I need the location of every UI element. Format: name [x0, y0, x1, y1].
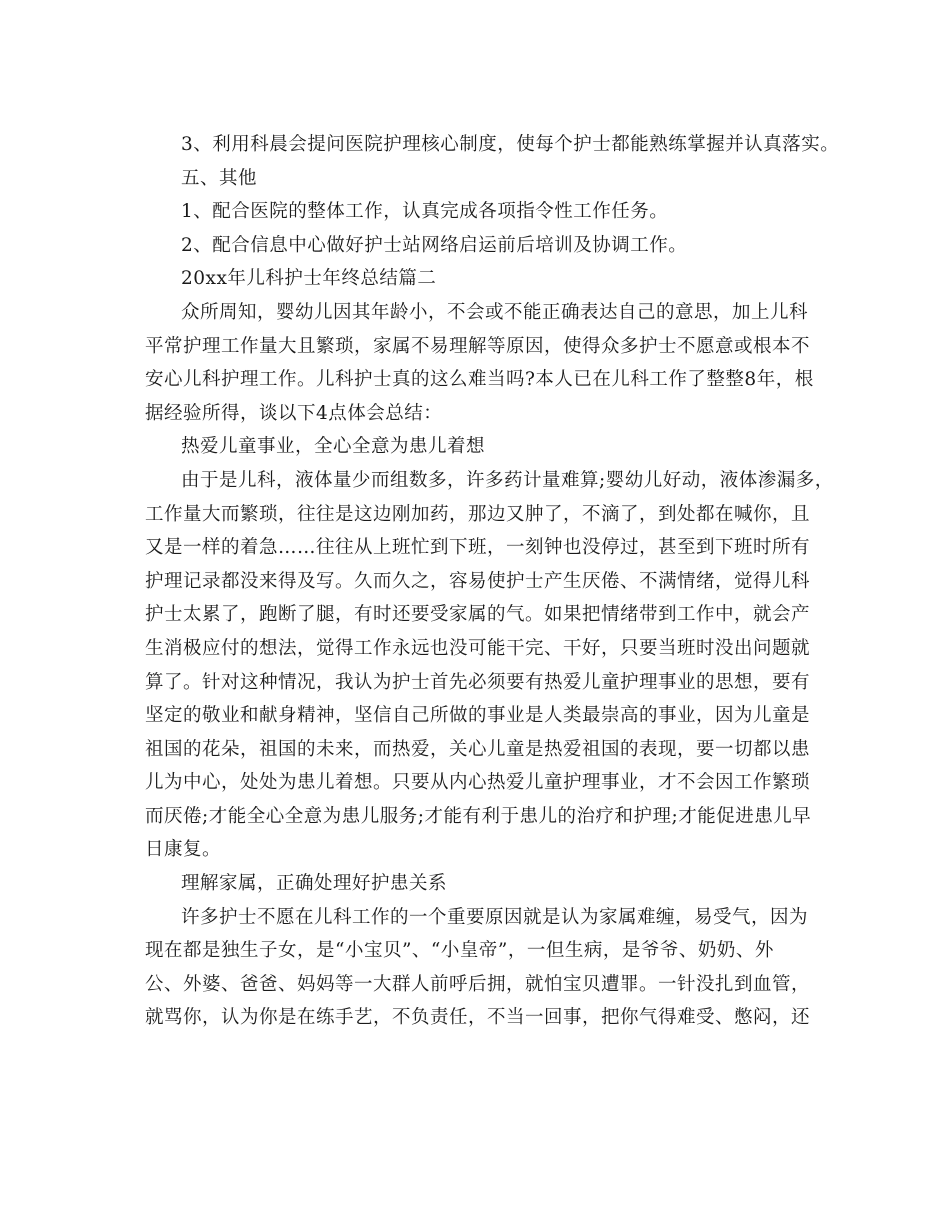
text-line: 热爱儿童事业，全心全意为患儿着想 — [181, 436, 486, 458]
text-line: 五、其他 — [181, 167, 258, 189]
text-line: 又是一样的着急……往往从上班忙到下班，一刻钟也没停过，甚至到下班时所有 — [145, 537, 811, 559]
document-body — [145, 128, 840, 1035]
text-line: 2、配合信息中心做好护士站网络启运前后培训及协调工作。 — [181, 234, 688, 256]
text-line: 20xx年儿科护士年终总结篇二 — [181, 268, 437, 290]
text-line: 理解家属，正确处理好护患关系 — [181, 873, 448, 895]
text-line: 儿为中心，处处为患儿着想。只要从内心热爱儿童护理事业，才不会因工作繁琐 — [145, 772, 811, 794]
text-line: 现在都是独生子女，是“小宝贝”、“小皇帝”，一但生病，是爷爷、奶奶、外 — [145, 940, 774, 962]
text-line: 众所周知，婴幼儿因其年龄小，不会或不能正确表达自己的意思，加上儿科 — [181, 301, 809, 323]
text-line: 安心儿科护理工作。儿科护士真的这么难当吗?本人已在儿科工作了整整8年，根 — [145, 369, 814, 391]
text-line: 工作量大而繁琐，往往是这边刚加药，那边又肿了，不滴了，到处都在喊你，且 — [145, 503, 811, 525]
text-line: 日康复。 — [145, 839, 222, 861]
text-line: 1、配合医院的整体工作，认真完成各项指令性工作任务。 — [181, 201, 669, 223]
text-line: 就骂你，认为你是在练手艺，不负责任，不当一回事，把你气得难受、憋闷，还 — [145, 1007, 811, 1029]
text-line: 3、利用科晨会提问医院护理核心制度，使每个护士都能熟练掌握并认真落实。 — [181, 134, 840, 155]
text-line: 护士太累了，跑断了腿，有时还要受家属的气。如果把情绪带到工作中，就会产 — [145, 604, 811, 626]
text-line: 而厌倦;才能全心全意为患儿服务;才能有利于患儿的治疗和护理;才能促进患儿早 — [145, 805, 812, 827]
text-line: 算了。针对这种情况，我认为护士首先必须要有热爱儿童护理事业的思想，要有 — [145, 671, 811, 693]
text-line: 祖国的花朵，祖国的未来，而热爱，关心儿童是热爱祖国的表现，要一切都以患 — [145, 738, 811, 760]
text-line: 生消极应付的想法，觉得工作永远也没可能干完、干好，只要当班时没出问题就 — [145, 637, 811, 659]
text-line: 由于是儿科，液体量少而组数多，许多药计量难算;婴幼儿好动，液体渗漏多， — [181, 469, 834, 491]
text-line: 坚定的敬业和献身精神，坚信自己所做的事业是人类最崇高的事业，因为儿童是 — [145, 705, 811, 727]
text-line: 平常护理工作量大且繁琐，家属不易理解等原因，使得众多护士不愿意或根本不 — [145, 335, 811, 357]
text-line: 许多护士不愿在儿科工作的一个重要原因就是认为家属难缠，易受气，因为 — [181, 906, 809, 928]
text-line: 据经验所得，谈以下4点体会总结： — [145, 402, 443, 424]
text-line: 护理记录都没来得及写。久而久之，容易使护士产生厌倦、不满情绪，觉得儿科 — [145, 570, 811, 592]
text-line: 公、外婆、爸爸、妈妈等一大群人前呼后拥，就怕宝贝遭罪。一针没扎到血管， — [145, 973, 811, 995]
